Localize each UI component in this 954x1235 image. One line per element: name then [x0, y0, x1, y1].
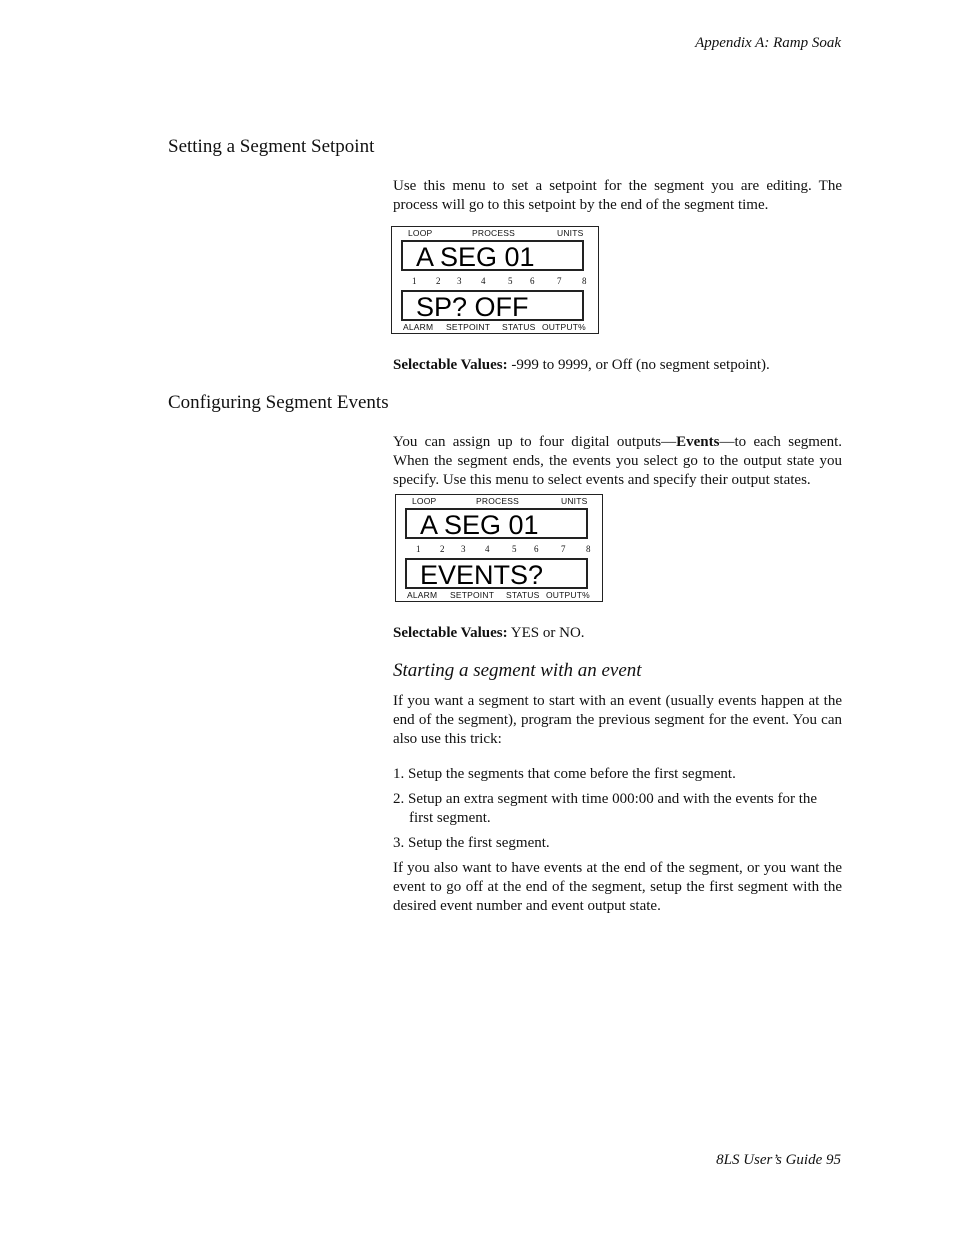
- lcd-display-setpoint: [391, 226, 599, 334]
- lcd-led-8: 8: [586, 544, 591, 554]
- lcd-label-alarm: ALARM: [403, 322, 434, 332]
- lcd-label-units: UNITS: [561, 496, 588, 506]
- lcd-label-output: OUTPUT%: [546, 590, 590, 600]
- list-item: 2. Setup an extra segment with time 000:00 and with the events for the first segment.: [393, 791, 818, 826]
- lcd-led-7: 7: [557, 276, 562, 286]
- lcd-label-alarm: ALARM: [407, 590, 438, 600]
- selectable-values-text: -999 to 9999, or Off (no segment setpoint).: [507, 357, 770, 373]
- lcd-led-4: 4: [485, 544, 490, 554]
- running-header: Appendix A: Ramp Soak: [695, 35, 841, 51]
- events-description: [393, 433, 842, 490]
- lcd-led-2: 2: [440, 544, 445, 554]
- section-heading-segment-events: Configuring Segment Events: [168, 392, 389, 413]
- events-term: Events: [676, 434, 720, 450]
- selectable-values-text: YES or NO.: [507, 625, 585, 641]
- lcd-led-6: 6: [530, 276, 535, 286]
- lcd-led-7: 7: [561, 544, 566, 554]
- lcd-label-process: PROCESS: [476, 496, 519, 506]
- steps-list: [393, 765, 842, 859]
- lcd-led-2: 2: [436, 276, 441, 286]
- events-selectable-values: [393, 624, 842, 643]
- lcd-display-events: [395, 494, 603, 602]
- events-text-after: —to each segment. When the segment ends, the events you select go to the output state you specify. Use this menu to select events and specify their output states.: [393, 434, 842, 488]
- lcd-led-1: 1: [416, 544, 421, 554]
- selectable-values-label: Selectable Values:: [393, 357, 508, 373]
- lcd-led-5: 5: [508, 276, 513, 286]
- lcd-line-2: EVENTS?: [405, 558, 588, 589]
- lcd-led-4: 4: [481, 276, 486, 286]
- lcd-label-status: STATUS: [502, 322, 536, 332]
- lcd-led-3: 3: [457, 276, 462, 286]
- lcd-line-1: A SEG 01: [401, 240, 584, 271]
- list-item: 1. Setup the segments that come before the first segment.: [393, 766, 736, 782]
- lcd-label-loop: LOOP: [408, 228, 433, 238]
- lcd-line-2: SP? OFF: [401, 290, 584, 321]
- lcd-label-setpoint: SETPOINT: [450, 590, 495, 600]
- subsection-intro: If you want a segment to start with an event (usually events happen at the end of the segment), program the previous segment for the event. You can also use this trick:: [393, 693, 842, 747]
- selectable-values-label: Selectable Values:: [393, 625, 508, 641]
- setpoint-description: Use this menu to set a setpoint for the segment you are editing. The process will go to this setpoint by the end of the segment time.: [393, 178, 842, 213]
- lcd-label-output: OUTPUT%: [542, 322, 586, 332]
- subsection-closing: If you also want to have events at the end of the segment, or you want the event to go off at the end of the segment, setup the first segment with the desired event number and event output state.: [393, 860, 842, 914]
- lcd-label-loop: LOOP: [412, 496, 437, 506]
- lcd-led-1: 1: [412, 276, 417, 286]
- events-text-before: You can assign up to four digital outputs—: [393, 434, 677, 450]
- list-item: 3. Setup the first segment.: [393, 835, 550, 851]
- lcd-label-setpoint: SETPOINT: [446, 322, 491, 332]
- lcd-label-status: STATUS: [506, 590, 540, 600]
- lcd-label-process: PROCESS: [472, 228, 515, 238]
- section-heading-segment-setpoint: Setting a Segment Setpoint: [168, 136, 375, 157]
- lcd-led-8: 8: [582, 276, 587, 286]
- setpoint-selectable-values: [393, 356, 842, 375]
- lcd-label-units: UNITS: [557, 228, 584, 238]
- lcd-led-5: 5: [512, 544, 517, 554]
- lcd-led-6: 6: [534, 544, 539, 554]
- lcd-led-3: 3: [461, 544, 466, 554]
- page-footer: 8LS User’s Guide 95: [716, 1152, 841, 1168]
- subsection-heading: Starting a segment with an event: [393, 660, 642, 681]
- lcd-line-1: A SEG 01: [405, 508, 588, 539]
